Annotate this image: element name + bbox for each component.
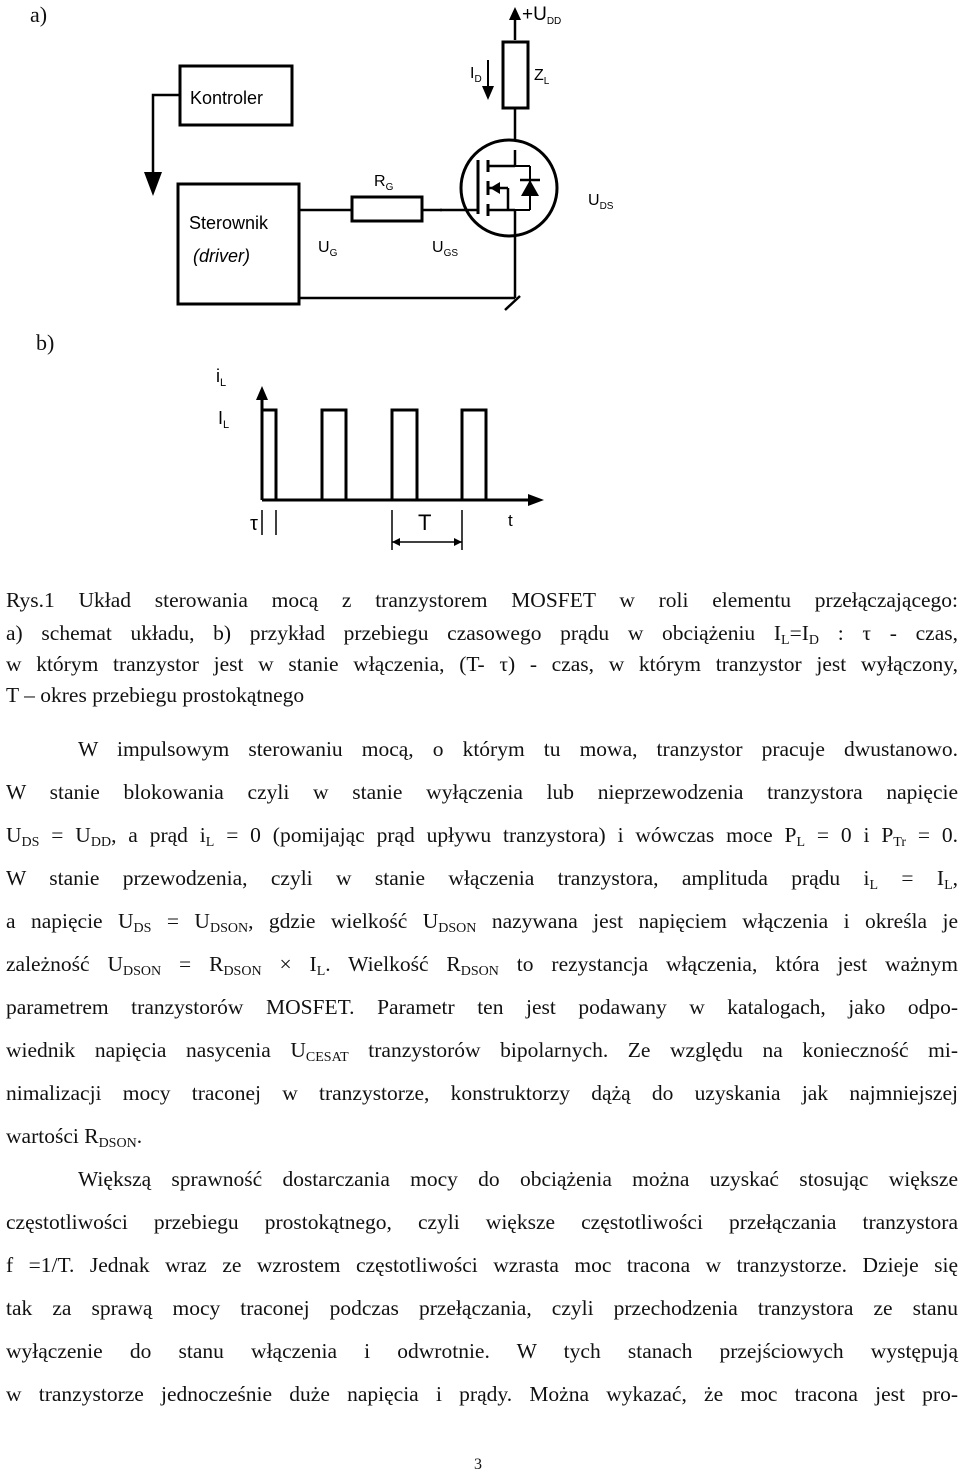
body-p1-line-4: W stanie przewodzenia, czyli w stanie włączenia tranzystora, amplituda prądu $i_L = I_L$,: [6, 866, 958, 893]
pulse-train: [262, 410, 486, 500]
caption-line-4: T – okres przebiegu prostokątnego: [6, 683, 305, 707]
caption-line-1: Rys.1 Układ sterowania mocą z tranzystorem MOSFET w roli elementu przełączającego:: [6, 588, 958, 612]
svg-text:UDS: [588, 192, 614, 212]
waveform-y-sub-2: L: [223, 419, 230, 431]
body-p1-line-10: wartości $R_{DSON}$.: [6, 1124, 143, 1151]
svg-text:iL: [216, 366, 226, 389]
ugs-sub: GS: [443, 248, 459, 259]
body-p1-line-5: a napięcie $U_{DS} = U_{DSON}$, gdzie wielkość $U_{DSON}$ nazywana jest napięciem włączenia i określa je: [6, 909, 959, 936]
mosfet-circuit-diagram: [0, 0, 960, 330]
body-p1-line-8: wiednik napięcia nasycenia $U_{CESAT}$ tranzystorów bipolarnych. Ze względu na konieczność mi-: [6, 1038, 959, 1065]
driver-label-2: (driver): [193, 246, 250, 266]
driver-label-1: Sterownik: [189, 213, 269, 233]
ug-sub: G: [329, 248, 338, 259]
waveform-y-sub-1: L: [220, 377, 227, 389]
body-p2-line-1: Większą sprawność dostarczania mocy do obciążenia można uzyskać stosując większe: [78, 1167, 958, 1191]
svg-text:UG: [318, 239, 338, 259]
rg-sub: G: [385, 182, 394, 193]
time-label: t: [508, 511, 513, 530]
tau-label: τ: [250, 513, 258, 535]
current-waveform: [0, 360, 960, 560]
waveform-y-label-1: i: [216, 366, 220, 386]
id-label: I: [470, 65, 475, 82]
svg-text:UGS: [432, 239, 458, 259]
body-p2-line-3: f =1/T. Jednak wraz ze wzrostem częstotliwości wzrasta moc tracona w tranzystorze. Dzieje się: [6, 1253, 958, 1277]
zl-label: Z: [534, 67, 544, 84]
body-p1-line-6: zależność $U_{DSON} = R_{DSON} \times I_L$. Wielkość $R_{DSON}$ to rezystancja włączenia, która jest ważnym: [6, 952, 958, 979]
supply-sub: DD: [546, 16, 562, 27]
figure-label-b: b): [36, 330, 55, 355]
body-p1-line-9: nimalizacji mocy traconej w tranzystorze, konstruktorzy dążą do uzyskania jak najmniejszej: [6, 1081, 958, 1105]
figure-label-a: a): [30, 2, 48, 27]
driver-box: [178, 184, 299, 304]
body-p1-line-1: W impulsowym sterowaniu mocą, o którym tu mowa, tranzystor pracuje dwustanowo.: [78, 737, 958, 761]
ugs-label: U: [432, 239, 444, 256]
svg-text:+UDD: [522, 4, 561, 27]
rg-label: R: [374, 173, 386, 190]
supply-label: +U: [522, 4, 547, 25]
svg-text:IL: [218, 408, 229, 431]
controller-label: Kontroler: [190, 88, 264, 108]
uds-label: U: [588, 192, 600, 209]
svg-text:RG: [374, 173, 394, 193]
caption-line-2: a) schemat układu, b) przykład przebiegu czasowego prądu w obciążeniu $I_L=I_D$ : τ - czas,: [6, 621, 958, 648]
uds-sub: DS: [599, 201, 614, 212]
caption-line-3: w którym tranzystor jest w stanie włączenia, (T- τ) - czas, w którym tranzystor jest wyłączony,: [6, 652, 958, 676]
svg-text:ZL: [534, 67, 550, 87]
waveform-y-label-2: I: [218, 408, 224, 428]
body-p2-line-2: częstotliwości przebiegu prostokątnego, czyli większe częstotliwości przełączania tranzystora: [6, 1210, 958, 1234]
svg-text:ID: [470, 65, 482, 85]
body-p2-line-5: wyłączenie do stanu włączenia i odwrotnie. W tych stanach przejściowych występują: [6, 1339, 958, 1363]
body-p1-line-3: $U_{DS} = U_{DD}$, a prąd $i_L = 0$ (pomijając prąd upływu tranzystora) i wówczas moce $P_L = 0$ i $P_{Tr} = 0$.: [6, 823, 959, 850]
body-p1-line-2: W stanie blokowania czyli w stanie wyłączenia lub nieprzewodzenia tranzystora napięcie: [6, 780, 958, 804]
ug-label: U: [318, 239, 330, 256]
body-p2-line-4: tak za sprawą mocy traconej podczas przełączania, czyli przechodzenia tranzystora ze stanu: [6, 1296, 958, 1320]
load-impedance: [503, 42, 528, 108]
gate-resistor: [352, 197, 422, 221]
period-label: T: [418, 510, 432, 535]
id-sub: D: [474, 74, 482, 85]
body-p1-line-7: parametrem tranzystorów MOSFET. Parametr ten jest podawany w katalogach, jako odpo-: [6, 995, 958, 1019]
body-p2-line-6: w tranzystorze jednocześnie duże napięcia i prądy. Można wykazać, że moc tracona jest pro-: [6, 1382, 958, 1406]
zl-sub: L: [543, 76, 550, 87]
page-number: 3: [474, 1456, 482, 1473]
